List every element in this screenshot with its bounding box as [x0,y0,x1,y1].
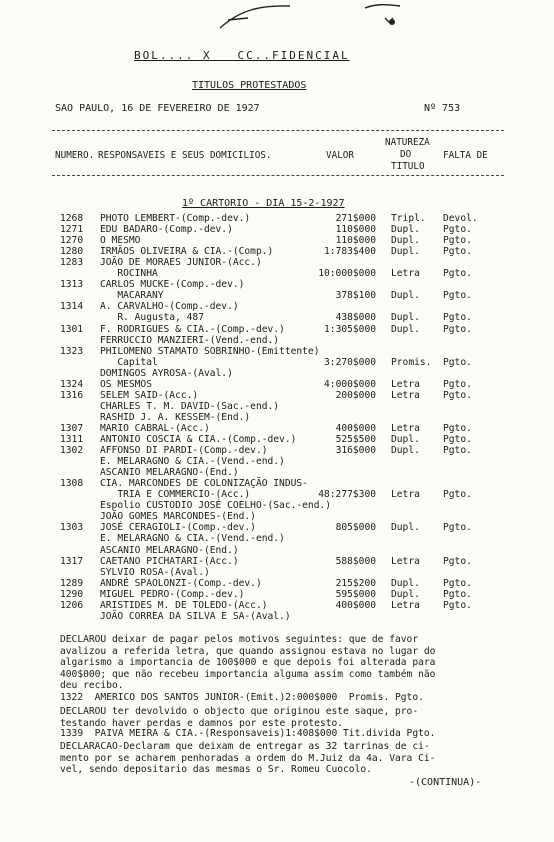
row-responsible: O MESMO [100,235,141,247]
section-title: TITULOS PROTESTADOS [192,80,307,91]
row-nature: Letra [391,555,420,567]
table-row [0,611,554,623]
row-falta: Pgto. [443,378,472,390]
row-responsible: SELEM SAID-(Acc.) [100,389,199,401]
row-value: 215$200 [335,577,376,589]
row-falta: Pgto. [443,323,472,335]
row-responsible: Espolio CUSTODIO JOSÉ COELHO-(Sac.-end.) [100,500,332,512]
row-responsible: MARIO CABRAL-(Acc.) [100,422,210,434]
row-number: 1316 [60,389,84,401]
row-falta: Pgto. [443,235,472,247]
col-responsaveis: RESPONSAVEIS E SEUS DOMICILIOS. [98,150,272,161]
row-number: 1206 [60,599,84,611]
row-number: 1317 [60,555,84,567]
row-responsible: JOÃO DE MORAES JUNIOR-(Acc.) [100,257,262,269]
declaration-line: testando haver perdas e damnos por este protesto. [60,717,344,729]
declaration-line: avalizou a referida letra, que quando assignou estava no lugar do [60,645,436,657]
row-responsible: FERRUCCIO MANZIERI-(Vend.-end.) [100,334,280,346]
row-responsible: JOÃO GOMES MARCONDES-(End.) [100,511,256,523]
row-nature: Tripl. [391,213,426,224]
row-nature: Letra [391,268,420,280]
row-number: 1313 [60,279,84,291]
row-responsible: ASCANIO MELARAGNO-(End.) [100,544,239,556]
row-falta: Pgto. [443,555,472,567]
row-nature: Dupl. [391,290,420,302]
row-falta: Pgto. [443,290,472,302]
row-value: 525$500 [335,434,376,445]
row-nature: Dupl. [391,577,420,589]
row-responsible: E. MELARAGNO & CIA.-(Vend.-end.) [100,533,285,545]
row-nature: Dupl. [391,224,420,236]
row-responsible: PHILOMENO STAMATO SOBRINHO-(Emittente) [100,345,320,357]
row-value: 595$000 [335,588,376,600]
bulletin-title: BOL.... X CC..FIDENCIAL [134,49,350,62]
continua-footer: -(CONTINUA)- [409,777,482,788]
row-responsible: MACARANY [100,290,164,302]
row-falta: Pgto. [443,389,472,401]
row-nature: Letra [391,378,420,390]
row-nature: Dupl. [391,246,420,258]
row-value: 438$000 [335,312,376,324]
col-natureza-3: TITULO [391,161,425,172]
row-responsible: IRMÃOS OLIVEIRA & CIA.-(Comp.) [100,246,274,258]
row-responsible: CIA. MARCONDES DE COLONIZAÇÃO INDUS- [100,478,308,490]
row-value: 805$000 [335,522,376,534]
row-falta: Devol. [443,213,478,224]
row-responsible: JOSÉ CERAGIOLI-(Comp.-dev.) [100,522,256,534]
row-nature: Dupl. [391,522,420,534]
entry-1339: 1339 PAIVA MEIRA & CIA.-(Responsaveis)1:408$000 Tit.divida Pgto. [60,728,436,739]
declaration-line: DECLARACAO-Declaram que deixam de entregar as 32 tarrinas de ci- [60,741,430,752]
handwritten-mark [200,0,460,40]
declaration-1 [60,634,500,692]
row-number: 1302 [60,445,84,457]
row-value: 200$000 [335,389,376,401]
row-value: 48:277$300 [318,489,376,501]
row-number: 1271 [60,224,84,236]
declaration-2 [60,706,500,729]
row-falta: Pgto. [443,489,472,501]
row-falta: Pgto. [443,246,472,258]
row-value: 4:000$000 [324,378,376,390]
row-number: 1324 [60,378,84,390]
registry-heading: 1º CARTORIO - DIA 15-2-1927 [182,198,345,209]
row-falta: Pgto. [443,422,472,434]
row-responsible: ANDRÉ SPAOLONZI-(Comp.-dev.) [100,577,262,589]
row-falta: Pgto. [443,445,472,457]
row-responsible: A. CARVALHO-(Comp.-dev.) [100,301,239,313]
row-responsible: CHARLES T. M. DAVID-(Sac.-end.) [100,400,280,412]
header-rule-bottom [52,175,504,176]
row-nature: Dupl. [391,588,420,600]
row-responsible: CAETANO PICHATARI-(Acc.) [100,555,239,567]
col-natureza-1: NATUREZA [385,137,430,148]
row-number: 1301 [60,323,84,335]
row-nature: Letra [391,489,420,501]
row-number: 1290 [60,588,84,600]
declaration-3 [60,741,500,776]
declaration-line: vel, sendo depositario das mesmas o Sr. Romeu Cuocolo. [60,764,372,775]
row-nature: Dupl. [391,445,420,457]
row-falta: Pgto. [443,356,472,368]
row-nature: Letra [391,599,420,611]
row-number: 1311 [60,434,84,445]
row-value: 271$000 [335,213,376,224]
col-falta: FALTA DE [443,150,488,161]
row-number: 1323 [60,345,84,357]
place-date: SAO PAULO, 16 DE FEVEREIRO DE 1927 [55,103,260,114]
row-falta: Pgto. [443,522,472,534]
row-falta: Pgto. [443,312,472,324]
entry-1322: 1322 AMERICO DOS SANTOS JUNIOR-(Emit.)2:000$000 Promis. Pgto. [60,692,424,703]
row-value: 1:305$000 [324,323,376,335]
declaration-line: algarismo a importancia de 100$000 e que depois foi alterada para [60,657,436,668]
row-number: 1307 [60,422,84,434]
declaration-line: DECLAROU ter devolvido o objecto que originou este saque, pro- [60,706,419,717]
row-nature: Dupl. [391,323,420,335]
header-rule-top [52,130,504,131]
row-falta: Pgto. [443,268,472,280]
row-responsible: R. Augusta, 487 [100,312,204,324]
row-responsible: SYLVIO ROSA-(Aval.) [100,566,210,578]
row-value: 110$000 [335,224,376,236]
row-value: 400$000 [335,422,376,434]
row-value: 3:270$000 [324,356,376,368]
col-natureza-2: DO [400,149,412,160]
row-responsible: ANTONIO COSCIA & CIA.-(Comp.-dev.) [100,434,297,445]
row-nature: Dupl. [391,434,420,445]
declaration-line: deu recibo. [60,680,124,691]
row-responsible: ROCINHA [100,268,158,280]
col-numero: NUMERO. [55,150,95,161]
row-responsible: E. MELARAGNO & CIA.-(Vend.-end.) [100,456,285,468]
row-responsible: EDU BADARO-(Comp.-dev.) [100,224,233,236]
row-responsible: MIGUEL PEDRO-(Comp.-dev.) [100,588,245,600]
col-valor: VALOR [326,150,354,161]
row-falta: Pgto. [443,577,472,589]
row-responsible: RASHID J. A. KESSEM-(End.) [100,411,251,423]
row-responsible: OS MESMOS [100,378,152,390]
row-falta: Pgto. [443,224,472,236]
row-value: 10:000$000 [318,268,376,280]
row-responsible: ASCANIO MELARAGNO-(End.) [100,467,239,479]
declaration-line: mento por se acharem penhoradas a ordem do M.Juiz da 4a. Vara Ci- [60,752,436,764]
row-number: 1283 [60,257,84,269]
row-value: 378$100 [335,290,376,302]
declaration-line: DECLAROU deixar de pagar pelos motivos seguintes: que de favor [60,634,419,645]
row-responsible: CARLOS MUCKE-(Comp.-dev.) [100,279,245,291]
row-falta: Pgto. [443,588,472,600]
row-responsible: AFFONSO DI PARDI-(Comp.-dev.) [100,445,268,457]
row-number: 1308 [60,478,84,490]
row-responsible: ARISTIDES M. DE TOLEDO-(Acc.) [100,599,268,611]
row-responsible: DOMINGOS AYROSA-(Aval.) [100,367,233,379]
row-responsible: JOÃO CORREA DA SILVA E SA-(Aval.) [100,610,291,622]
row-number: 1270 [60,235,84,247]
declaration-line: 400$000; que não recebeu importancia alguma assim como também não [60,668,436,680]
bulletin-number: Nº 753 [424,103,461,114]
row-value: 588$000 [335,555,376,567]
row-value: 1:783$400 [324,246,376,258]
row-falta: Pgto. [443,434,472,445]
row-value: 400$000 [335,599,376,611]
row-responsible: PHOTO LEMBERT-(Comp.-dev.) [100,213,251,224]
row-nature: Dupl. [391,312,420,324]
row-number: 1268 [60,213,84,224]
row-responsible: F. RODRIGUES & CIA.-(Comp.-dev.) [100,323,285,335]
row-responsible: TRIA E COMMERCIO-(Acc.) [100,489,251,501]
row-number: 1314 [60,301,84,313]
row-nature: Letra [391,389,420,401]
row-nature: Promis. [391,356,432,368]
row-value: 110$000 [335,235,376,247]
row-number: 1303 [60,522,84,534]
row-number: 1280 [60,246,84,258]
row-number: 1289 [60,577,84,589]
row-value: 316$000 [335,445,376,457]
row-falta: Pgto. [443,599,472,611]
row-nature: Letra [391,422,420,434]
row-nature: Dupl. [391,235,420,247]
row-responsible: Capital [100,356,158,368]
